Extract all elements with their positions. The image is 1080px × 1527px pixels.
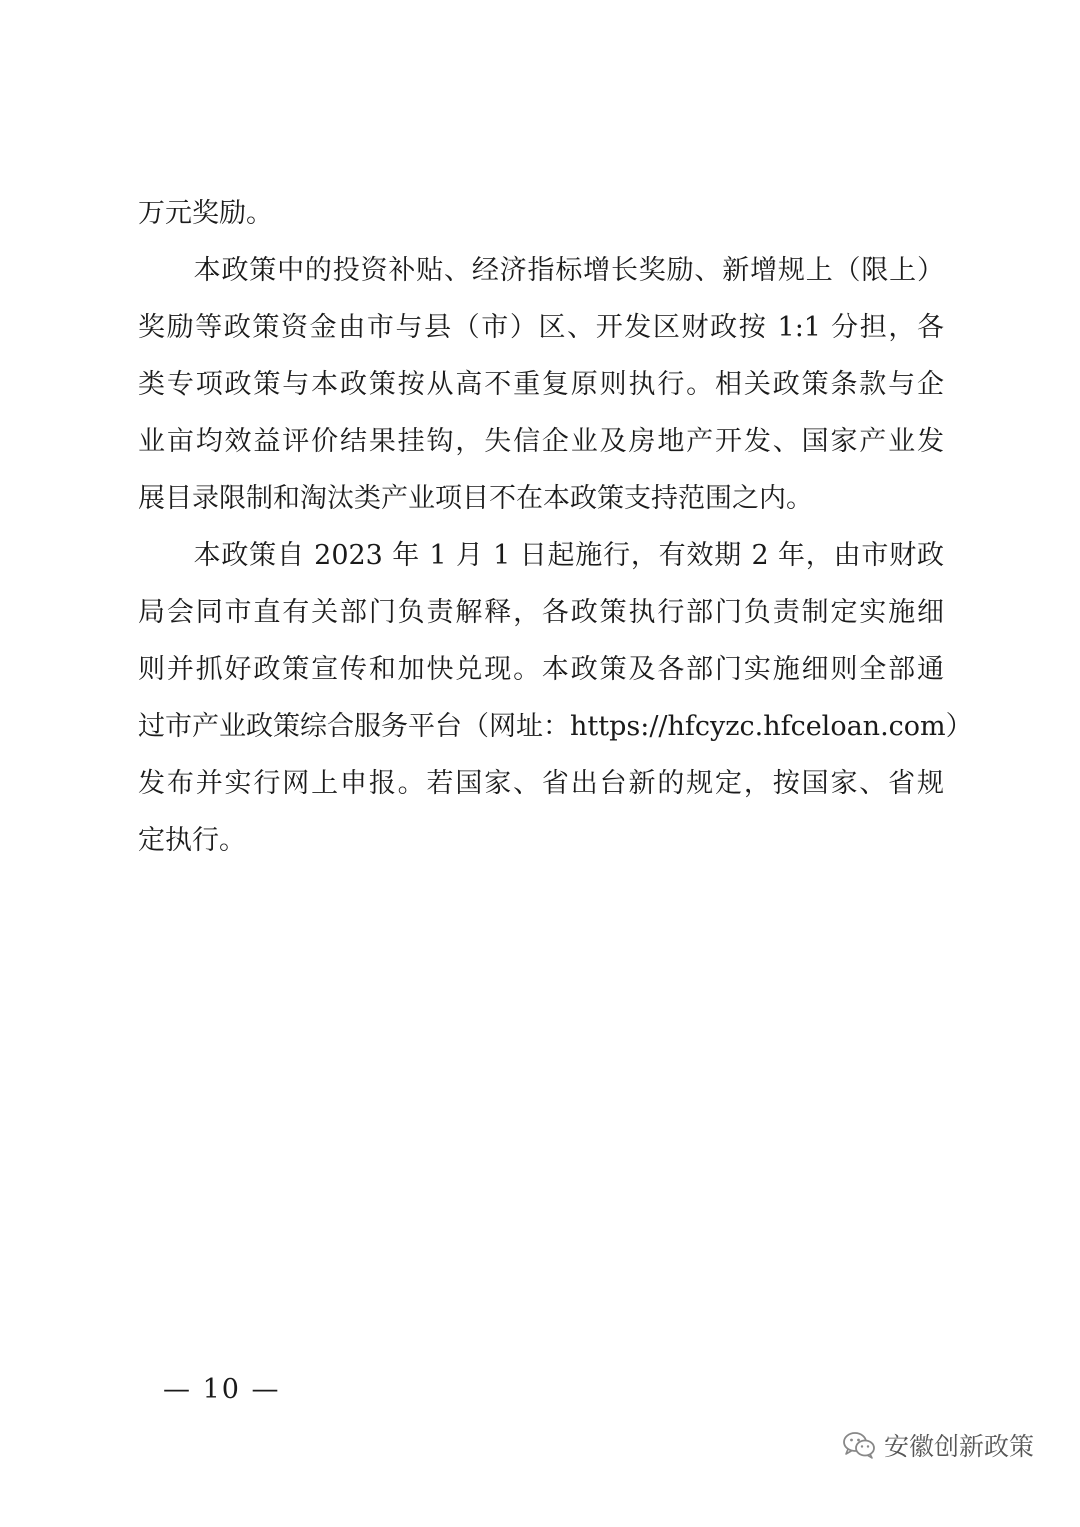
watermark [842, 1425, 1034, 1465]
body-line: 万元奖励。 [138, 198, 273, 229]
body-line: 本政策中的投资补贴、经济指标增长奖励、新增规上（限上） [138, 255, 944, 286]
watermark-text: 安徽创新政策 [884, 1432, 1035, 1461]
body-line: 局会同市直有关部门负责解释，各政策执行部门负责制定实施细 [138, 597, 944, 628]
body-line: 则并抓好政策宣传和加快兑现。本政策及各部门实施细则全部通 [138, 654, 944, 685]
body-line: 奖励等政策资金由市与县（市）区、开发区财政按 1:1 分担，各 [138, 312, 944, 343]
body-line: 本政策自 2023 年 1 月 1 日起施行，有效期 2 年，由市财政 [138, 540, 944, 571]
body-line: 类专项政策与本政策按从高不重复原则执行。相关政策条款与企 [138, 369, 944, 400]
document-body [138, 185, 973, 869]
page-number: — 10 — [163, 1374, 281, 1405]
body-line: 过市产业政策综合服务平台（网址：https://hfcyzc.hfceloan.com） [138, 711, 973, 742]
body-line: 业亩均效益评价结果挂钩，失信企业及房地产开发、国家产业发 [138, 426, 944, 457]
wechat-icon [842, 1431, 876, 1459]
body-line: 展目录限制和淘汰类产业项目不在本政策支持范围之内。 [138, 483, 813, 514]
body-line: 发布并实行网上申报。若国家、省出台新的规定，按国家、省规 [138, 768, 944, 799]
body-line: 定执行。 [138, 825, 246, 856]
